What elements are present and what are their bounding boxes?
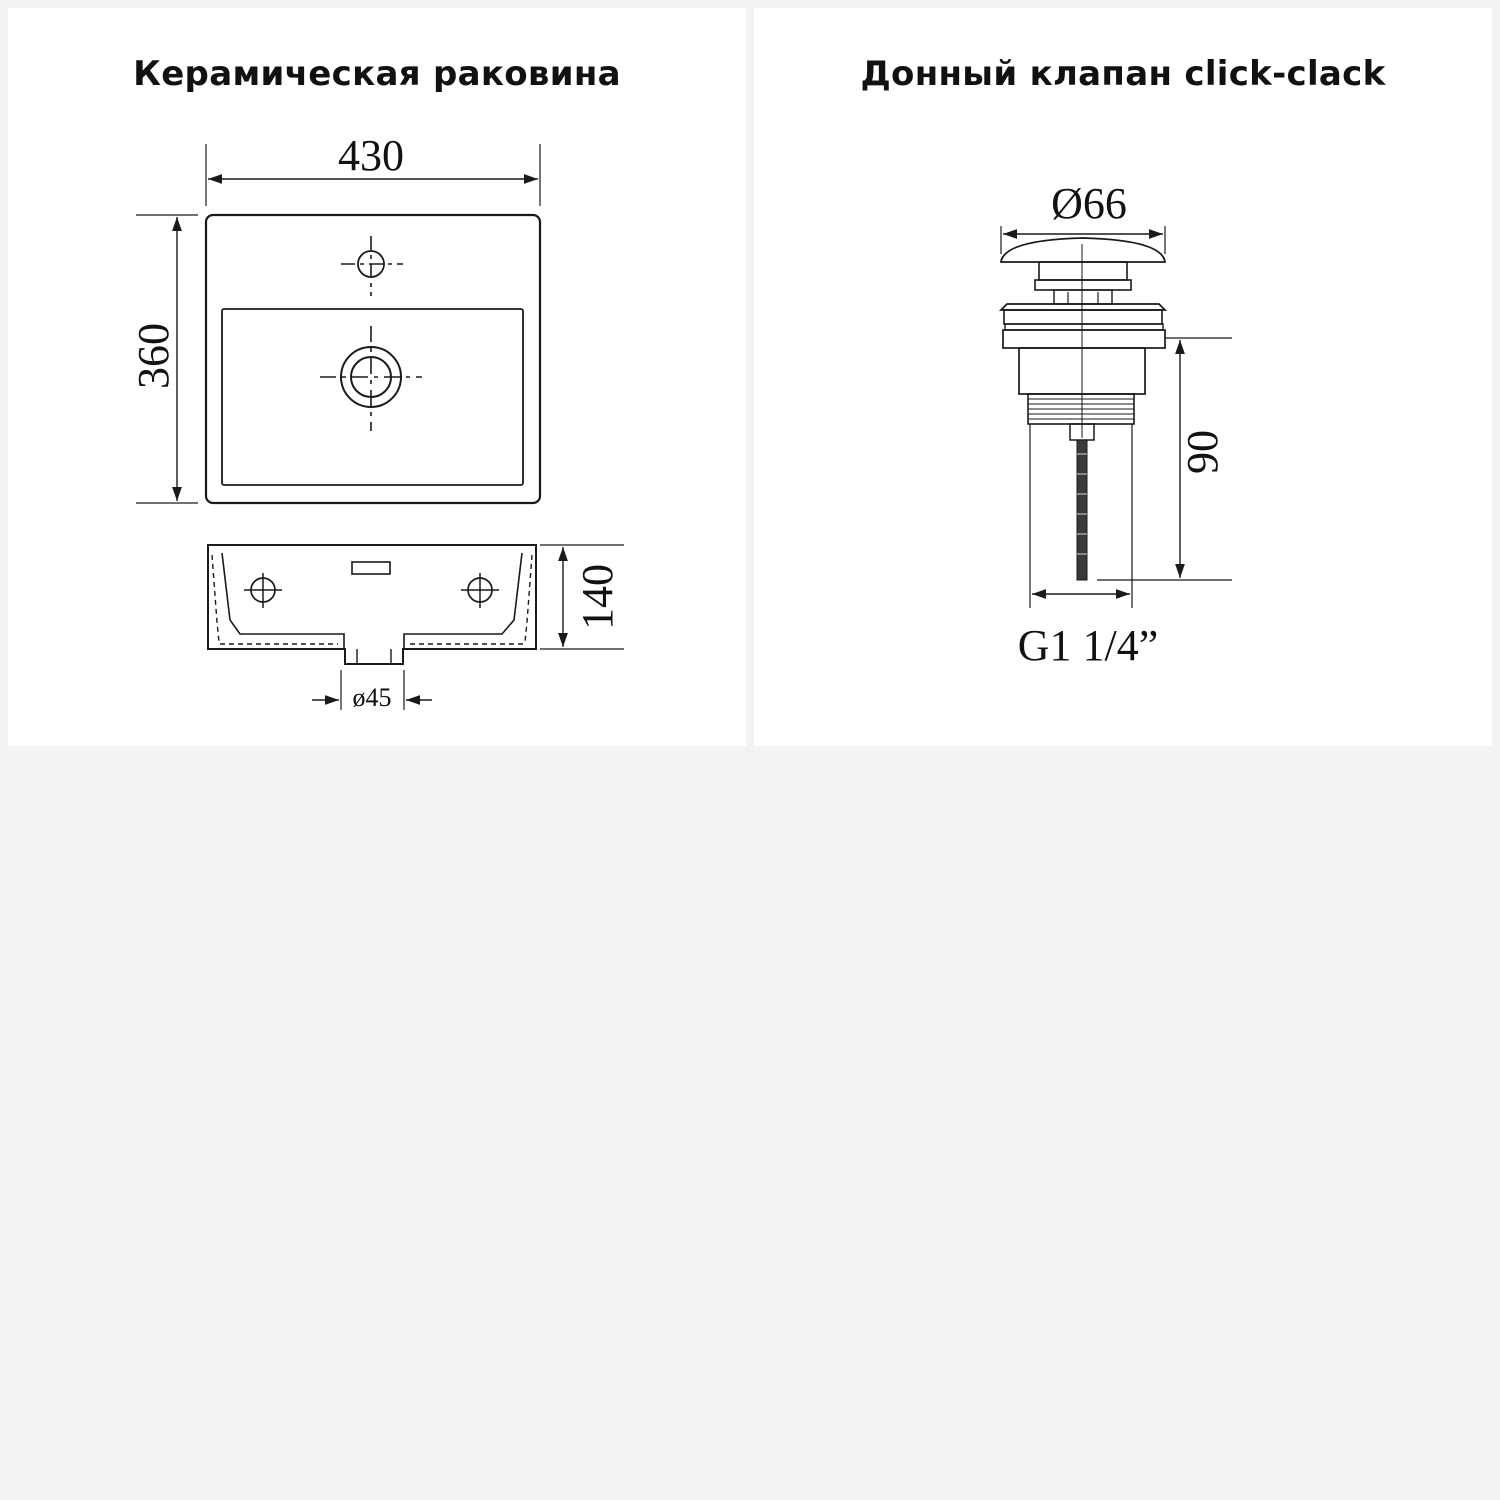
depth-label: 360 <box>129 323 178 389</box>
sink-top-view <box>206 215 540 503</box>
drain-hole-icon <box>320 326 422 431</box>
sink-drawing <box>8 8 746 746</box>
valve-body <box>1001 238 1165 580</box>
cap-diameter-dimension <box>1001 179 1165 254</box>
side-hole-right-icon <box>461 573 499 608</box>
tap-hole-icon <box>341 236 403 296</box>
valve-drawing <box>754 8 1492 746</box>
sink-title: Керамическая раковина <box>133 54 621 94</box>
length-label: 90 <box>1178 430 1227 474</box>
thread-label: G1 1/4” <box>1017 621 1159 670</box>
drain-dimension <box>312 670 432 712</box>
valve-title: Донный клапан click-clack <box>860 54 1386 94</box>
sink-panel <box>8 8 746 746</box>
valve-panel <box>754 8 1492 746</box>
width-dimension <box>206 131 540 206</box>
thread-dimension <box>1018 424 1159 670</box>
cap-diameter-label: Ø66 <box>1051 179 1127 228</box>
height-dimension <box>540 545 624 649</box>
height-label: 140 <box>573 564 622 630</box>
depth-dimension <box>129 215 198 503</box>
length-dimension <box>1097 338 1232 580</box>
width-label: 430 <box>338 131 404 180</box>
side-hole-left-icon <box>244 573 282 608</box>
sink-side-view <box>208 545 536 664</box>
drain-label: ø45 <box>352 683 392 712</box>
thread-lines <box>1028 399 1134 419</box>
